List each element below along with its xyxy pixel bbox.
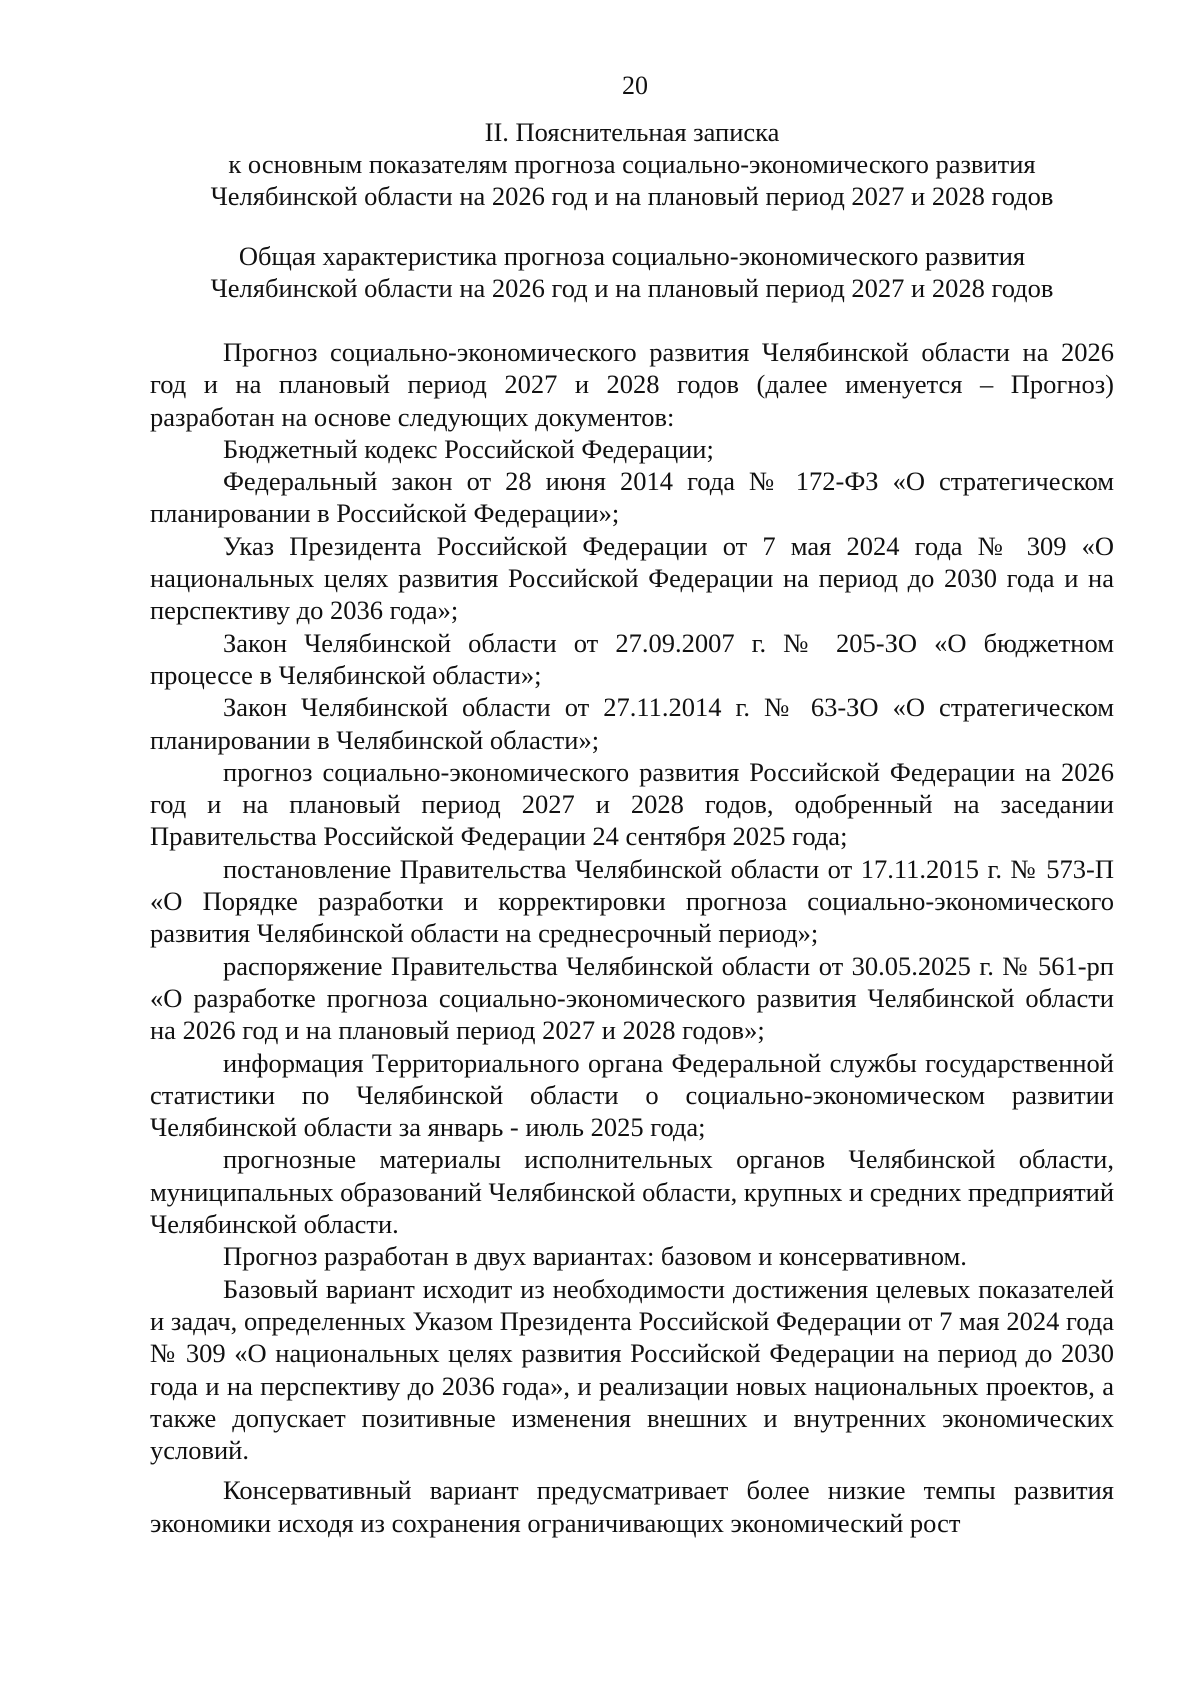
paragraph: Федеральный закон от 28 июня 2014 года № 172-ФЗ «О стратегическом планировании в Российской Федерации»;: [150, 466, 1114, 529]
section-title: [150, 116, 1114, 212]
section-title-line: Челябинской области на 2026 год и на плановый период 2027 и 2028 годов: [210, 181, 1054, 211]
paragraph: Прогноз разработан в двух вариантах: базовом и консервативном.: [223, 1241, 967, 1272]
subtitle: [150, 240, 1114, 304]
section-title-line: к основным показателям прогноза социально-экономического развития: [228, 149, 1036, 179]
paragraph: прогноз социально-экономического развития Российской Федерации на 2026 год и на плановый период 2027 и 2028 годов, одобренный на заседании Правительства Российской Федерации 24 сентября 2025 года;: [150, 756, 1114, 852]
document-page: [150, 70, 1114, 1539]
page-number: 20: [622, 71, 648, 100]
paragraph: информация Территориального органа Федеральной службы государственной статистики по Челябинской области о социально-экономическом развитии Челябинской области за январь - июль 2025 года;: [150, 1047, 1114, 1143]
section-title-line: II. Пояснительная записка: [484, 117, 780, 147]
paragraph: постановление Правительства Челябинской области от 17.11.2015 г. № 573-П «О Порядке разработки и корректировки прогноза социально-экономического развития Челябинской области на среднесрочный период»;: [150, 853, 1114, 949]
paragraph: Прогноз социально-экономического развития Челябинской области на 2026 год и на плановый период 2027 и 2028 годов (далее именуется – Прогноз) разработан на основе следующих документов:: [150, 337, 1114, 432]
paragraph: Бюджетный кодекс Российской Федерации;: [223, 433, 714, 464]
paragraph: Указ Президента Российской Федерации от 7 мая 2024 года № 309 «О национальных целях развития Российской Федерации на период до 2030 года и на перспективу до 2036 года»;: [150, 530, 1114, 626]
paragraph: прогнозные материалы исполнительных органов Челябинской области, муниципальных образований Челябинской области, крупных и средних предприятий Челябинской области.: [150, 1144, 1115, 1240]
body-text: [150, 336, 1114, 1539]
paragraph: Консервативный вариант предусматривает более низкие темпы развития экономики исходя из сохранения ограничивающих экономический рост: [150, 1475, 1114, 1538]
subtitle-line: Челябинской области на 2026 год и на плановый период 2027 и 2028 годов: [210, 273, 1054, 303]
paragraph: Закон Челябинской области от 27.09.2007 г. № 205-ЗО «О бюджетном процессе в Челябинской области»;: [150, 627, 1114, 690]
paragraph: распоряжение Правительства Челябинской области от 30.05.2025 г. № 561-рп «О разработке прогноза социально-экономического развития Челябинской области на 2026 год и на плановый период 2027 и 2028 годов»;: [150, 950, 1114, 1046]
paragraph: Закон Челябинской области от 27.11.2014 г. № 63-ЗО «О стратегическом планировании в Челябинской области»;: [150, 692, 1114, 755]
subtitle-line: Общая характеристика прогноза социально-экономического развития: [238, 241, 1026, 271]
paragraph: Базовый вариант исходит из необходимости достижения целевых показателей и задач, определенных Указом Президента Российской Федерации от 7 мая 2024 года № 309 «О национальных целях развития Российской Федерации на период до 2030 года и на перспективу до 2036 года», и реализации новых национальных проектов, а также допускает позитивные изменения внешних и внутренних экономических условий.: [150, 1273, 1114, 1466]
